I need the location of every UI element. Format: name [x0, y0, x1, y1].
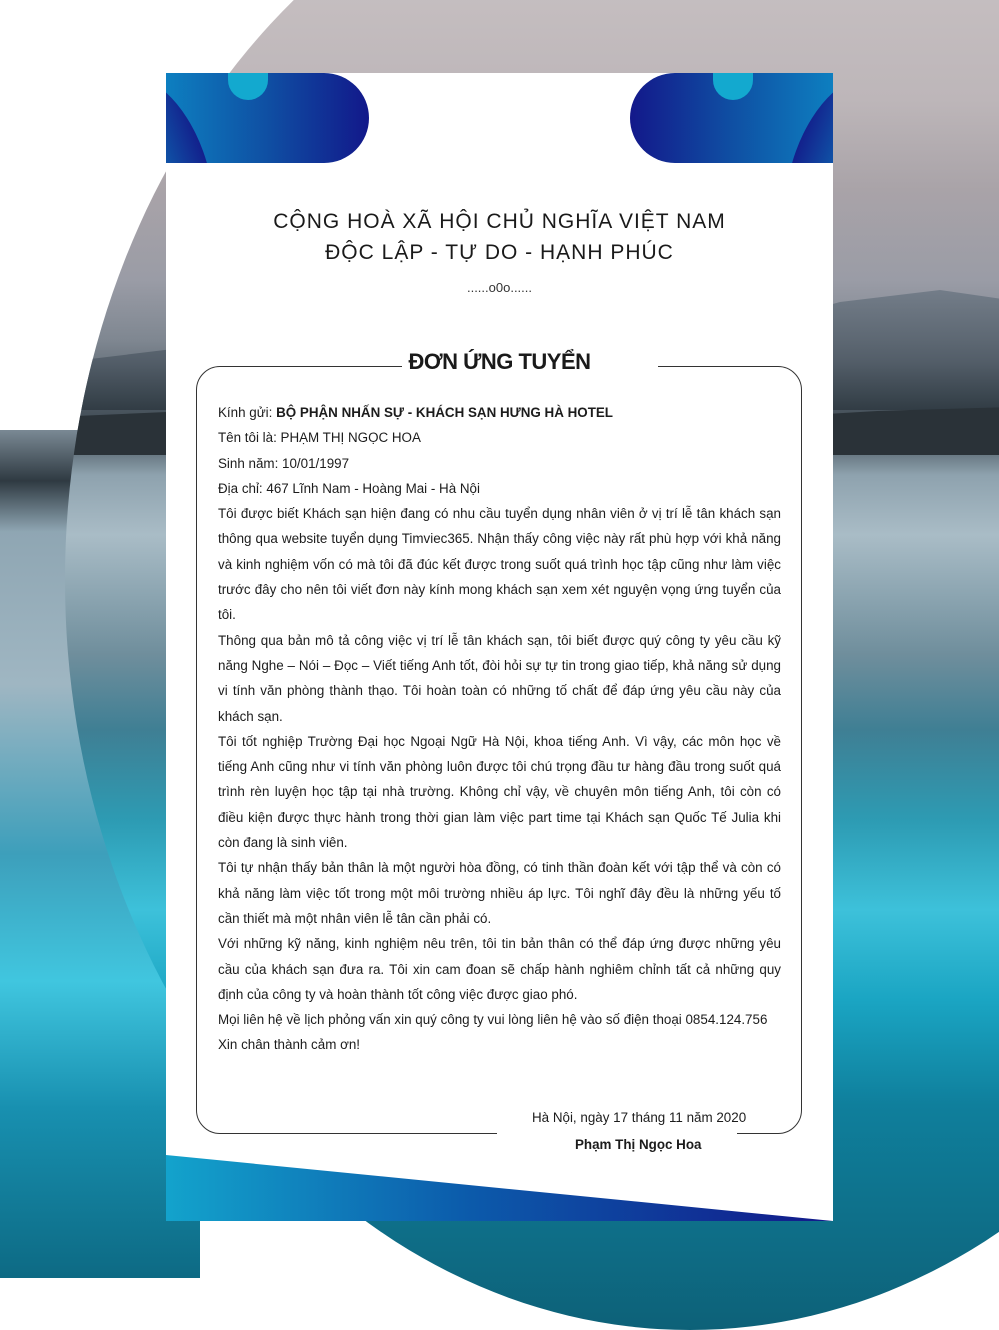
address-line: Địa chỉ: 467 Lĩnh Nam - Hoàng Mai - Hà Nội	[218, 480, 480, 496]
name-line: Tên tôi là: PHẠM THỊ NGỌC HOA	[218, 430, 421, 446]
application-letter-page	[166, 73, 833, 1221]
recipient-line	[218, 400, 781, 425]
paragraph: Tôi tự nhận thấy bản thân là một người hòa đồng, có tinh thần đoàn kết với tập thể và còn có khả năng làm việc tốt trong một môi trường nhiều áp lực. Tôi nghĩ đây đều là những yếu tố cần thiết mà một nhân viên lễ tân cần phải có.	[218, 860, 781, 926]
decoration-drop	[228, 73, 268, 100]
decoration-top-right	[630, 73, 833, 163]
paragraph: Tôi được biết Khách sạn hiện đang có nhu cầu tuyển dụng nhân viên ở vị trí lễ tân khách sạn thông qua website tuyển dụng Timviec365. Nhận thấy công việc này rất phù hợp với khả năng và kinh nghiệm vốn có mà tôi đã đúc kết được trong suốt quá trình học tập cũng như làm việc trước đây cho nên tôi viết đơn này kính mong khách sạn xem xét nguyện vọng ứng tuyển của tôi.	[218, 506, 781, 623]
decoration-top-left	[166, 73, 369, 163]
closing-line: Xin chân thành cảm ơn!	[218, 1037, 361, 1053]
ornament-divider: ......o0o......	[466, 280, 533, 295]
contact-paragraph: Mọi liên hệ về lịch phỏng vấn xin quý công ty vui lòng liên hệ vào số điện thoại 0854.124.756	[218, 1012, 768, 1028]
signature-name: Phạm Thị Ngọc Hoa	[575, 1137, 702, 1152]
decoration-bottom-wedge	[166, 1155, 833, 1221]
recipient-label: Kính gửi:	[218, 405, 277, 420]
paragraph: Với những kỹ năng, kinh nghiệm nêu trên, tôi tin bản thân có thể đáp ứng được những yêu cầu của khách sạn đưa ra. Tôi xin cam đoan sẽ chấp hành nghiêm chỉnh tất cả những quy định của công ty và hoàn thành tốt công việc được giao phó.	[218, 936, 781, 1002]
form-title: ĐƠN ỨNG TUYỂN	[408, 349, 591, 374]
birth-line: Sinh năm: 10/01/1997	[218, 455, 350, 471]
national-motto: ĐỘC LẬP - TỰ DO - HẠNH PHÚC	[325, 241, 674, 264]
decoration-curve	[764, 73, 833, 163]
decoration-drop	[713, 73, 753, 100]
recipient-value: BỘ PHẬN NHẤN SỰ - KHÁCH SẠN HƯNG HÀ HOTEL	[276, 405, 613, 420]
national-title: CỘNG HOÀ XÃ HỘI CHỦ NGHĨA VIỆT NAM	[273, 210, 726, 233]
signature-date: Hà Nội, ngày 17 tháng 11 năm 2020	[532, 1110, 747, 1125]
decoration-curve	[166, 73, 235, 163]
paragraph: Thông qua bản mô tả công việc vị trí lễ tân khách sạn, tôi biết được quý công ty yêu cầu kỹ năng Nghe – Nói – Đọc – Viết tiếng Anh tốt, đòi hỏi sự tự tin trong giao tiếp, khả năng sử dụng vi tính văn phòng thành thạo. Tôi hoàn toàn có những tố chất để đáp ứng yêu cầu này của khách sạn.	[218, 632, 781, 724]
letter-body	[218, 400, 781, 1058]
paragraph: Tôi tốt nghiệp Trường Đại học Ngoại Ngữ Hà Nội, khoa tiếng Anh. Vì vậy, các môn học về tiếng Anh cũng như vi tính văn phòng luôn được tôi chú trọng đầu tư hàng đầu trong suốt quá trình rèn luyện học tập tại nhà trường. Không chỉ vậy, về chuyên môn tiếng Anh, tôi còn có điều kiện được thực hành trong thời gian làm việc part time tại Khách sạn Quốc Tế Julia khi còn đang là sinh viên.	[218, 733, 781, 851]
